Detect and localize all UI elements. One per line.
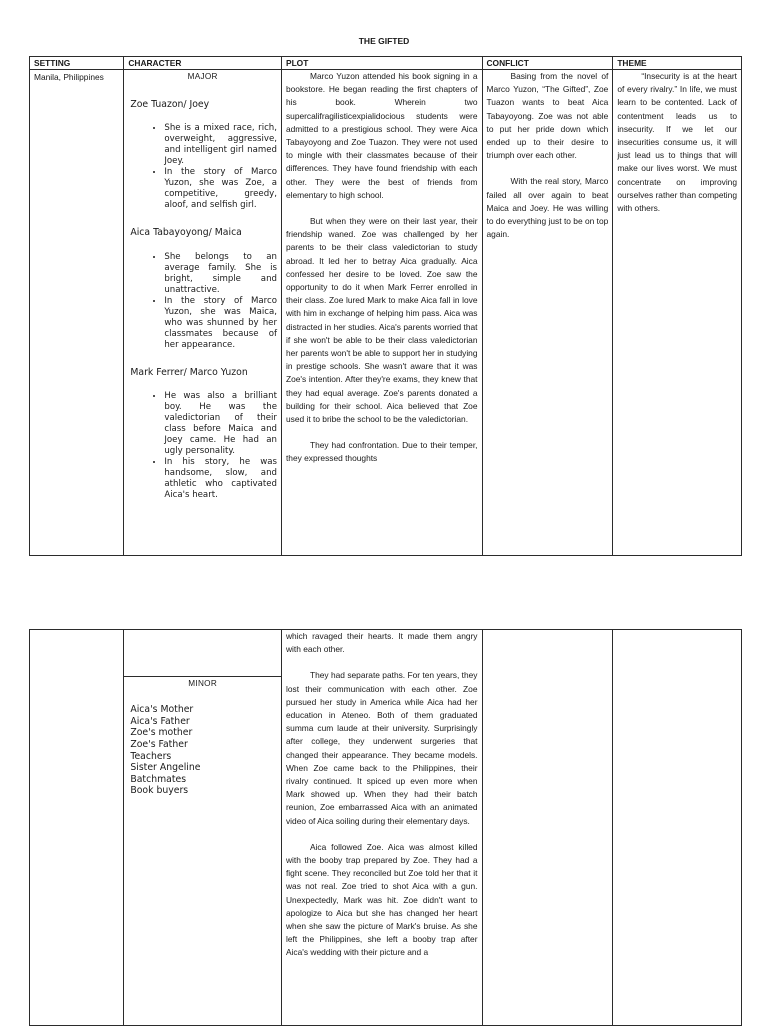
plot-paragraph: Marco Yuzon attended his book signing in a bookstore. He began reading the first chapters of his book. Wherein two supercalifragilisticexpialidocious students were admitted to a prestigious school. They were Aica Tabayoyong and Zoe Tuazon. They were not used to mingle with their classmates because of their differences. They have found friendship with each other. They were the best of friends from elementary to high school. xyxy=(285,71,478,200)
minor-character-list xyxy=(128,704,277,797)
conflict-paragraph: With the real story, Marco failed all over again to beat Maica and Joey. He was willing to do everything just to be on top again. xyxy=(486,176,609,240)
conflict-cell xyxy=(482,70,613,556)
minor-character: Zoe's mother xyxy=(130,727,193,739)
theme-cell xyxy=(613,70,742,556)
character-name: Zoe Tuazon/ Joey xyxy=(130,99,210,111)
minor-character: Aica's Father xyxy=(130,715,190,727)
character-point: • In the story of Marco Yuzon, she was Zoe, a competitive, greedy, aloof, and selfish girl. xyxy=(164,167,277,211)
story-table-page-2 xyxy=(29,629,742,1026)
setting-cell xyxy=(30,70,124,556)
character-point: • She belongs to an average family. She is bright, simple and unattractive. xyxy=(164,252,277,296)
theme-cell xyxy=(613,630,742,1026)
plot-paragraph: But when they were on their last year, their friendship waned. Zoe was challenged by her parents to be their class valedictorian to study abroad. It led her to betray Aica gradually. Aica confessed her desire to be loved. Zoe saw the opportunity to do it when Mark Ferrer enrolled in their class. Zoe lured Mark to make Aica fall in love with him in exchange of helping him pass. Aica was distracted in her studies. Aica's parents worried that if she won't be able to be their class valedictorian her parents won't be able to support her in studying in prestige schools. She wasn't aware that it was Zoe's intention. After they're exams, they knew that they had equal average. Zoe's parents donated a building for their school. Aica believed that Zoe used it to bribe the school to be the valedictorian. xyxy=(285,216,478,425)
content-row xyxy=(30,70,742,556)
character-cell xyxy=(124,630,282,1026)
setting-text: Manila, Philippines xyxy=(34,72,104,82)
plot-header: PLOT xyxy=(281,57,482,70)
header-row xyxy=(30,57,742,70)
story-table-page-1 xyxy=(29,56,742,556)
theme-paragraph: “Insecurity is at the heart of every rivalry.” In life, we must learn to be contented. Lack of contentment leads us to insecurity. If we let our insecurities consume us, it will just lead us to things that will make our lives worst. We must concentrate on improving ourselves rather than competing with others. xyxy=(617,71,737,214)
setting-cell xyxy=(30,630,124,1026)
character-point: • In the story of Marco Yuzon, she was Maica, who was shunned by her classmates because of her appearance. xyxy=(164,296,277,351)
minor-character: Batchmates xyxy=(130,773,187,785)
character-details xyxy=(128,252,277,351)
character-point: • In his story, he was handsome, slow, and athletic who captivated Aica's heart. xyxy=(164,457,277,501)
minor-characters-box xyxy=(124,676,281,797)
minor-character: Sister Angeline xyxy=(130,762,201,774)
character-header: CHARACTER xyxy=(124,57,282,70)
major-title: MAJOR xyxy=(187,72,218,81)
minor-character: Teachers xyxy=(130,750,172,762)
plot-paragraph: They had confrontation. Due to their temper, they expressed thoughts xyxy=(285,440,478,464)
character-cell xyxy=(124,70,282,556)
character-point: • She is a mixed race, rich, overweight, aggressive, and intelligent girl named Joey. xyxy=(164,123,277,167)
plot-text xyxy=(286,630,478,960)
theme-text xyxy=(617,70,737,215)
plot-paragraph: They had separate paths. For ten years, they lost their communication with each other. Zoe pursued her study in America while Aica had her education in Ateneo. Both of them graduated summa cum laude at their university. Surprisingly after college, they underwent surgeries that changed their appearance. They became models. When Zoe came back to the Philippines, their rivalry continued. It spiced up even more when Mark showed up. When they had their batch reunion, Zoe embarrassed Aica with an animated video of Aica soiling during their elementary days. xyxy=(285,670,478,826)
conflict-paragraph: Basing from the novel of Marco Yuzon, “The Gifted”, Zoe Tuazon wants to beat Aica Tabayoyong. Zoe was not able to put her pride down which ended up to their desire to triumph over each other. xyxy=(486,71,609,161)
character-name: Aica Tabayoyong/ Maica xyxy=(130,227,242,239)
minor-character: Zoe's Father xyxy=(130,738,188,750)
character-name: Mark Ferrer/ Marco Yuzon xyxy=(130,366,248,378)
minor-character: Book buyers xyxy=(130,785,189,797)
character-point: • He was also a brilliant boy. He was the valedictorian of their class before Maica and Joey came. He had an ugly personality. xyxy=(164,391,277,457)
plot-paragraph: Aica followed Zoe. Aica was almost killed with the booby trap prepared by Zoe. They had a fight scene. They reconciled but Zoe told her that it was not real. Zoe tried to shot Aica with a gun. Unexpectedly, Mark was hit. Zoe didn't want to apologize to Aica but she has changed her heart when she saw the picture of Mark's bruise. As she left the Philippines, she left a booby trap after Aica's wedding with their picture and a xyxy=(285,841,478,958)
conflict-text xyxy=(487,70,609,241)
setting-header: SETTING xyxy=(30,57,124,70)
minor-character: Aica's Mother xyxy=(130,704,194,716)
conflict-header: CONFLICT xyxy=(482,57,613,70)
plot-cell xyxy=(281,630,482,1026)
character-details xyxy=(128,391,277,501)
plot-text xyxy=(286,70,478,466)
document-title: THE GIFTED xyxy=(358,36,410,46)
content-row xyxy=(30,630,742,1026)
plot-paragraph: which ravaged their hearts. It made them angry with each other. xyxy=(285,631,478,655)
plot-cell xyxy=(281,70,482,556)
conflict-cell xyxy=(482,630,613,1026)
theme-header: THEME xyxy=(613,57,742,70)
character-details xyxy=(128,123,277,211)
minor-title: MINOR xyxy=(188,679,218,688)
